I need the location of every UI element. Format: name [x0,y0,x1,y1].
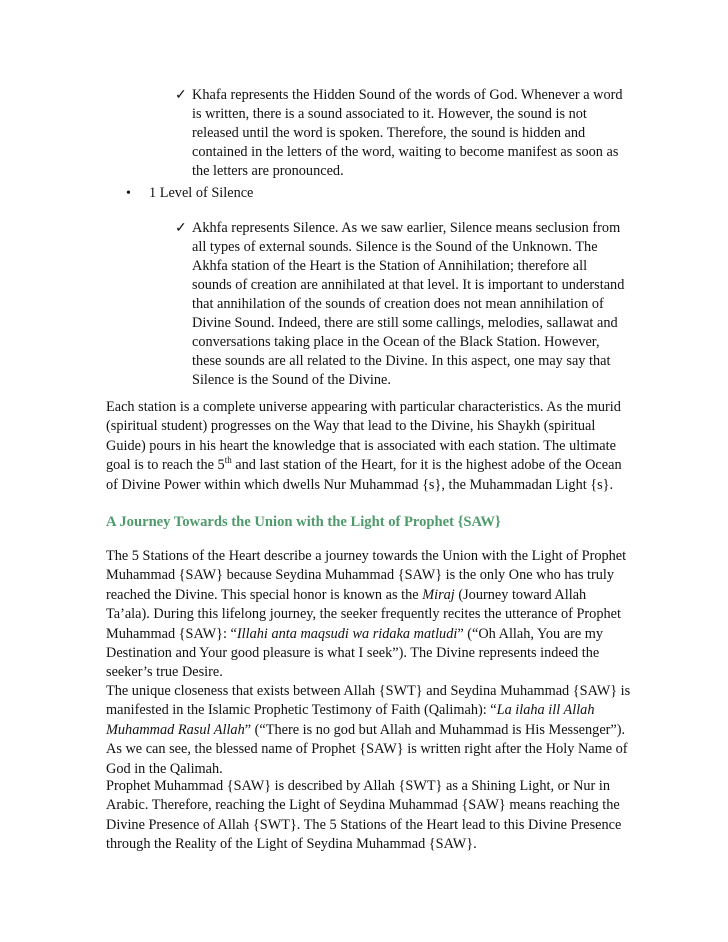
paragraph-journey: The 5 Stations of the Heart describe a journey towards the Union with the Light of Prophet Muhammad {SAW} because Seydina Muhammad {SAW} is the only One who has truly reached the Divine. This special honor is known as the Miraj (Journey toward Allah Ta’ala). During this lifelong journey, the seeker frequently recites the utterance of Prophet Muhammad {SAW}: “Illahi anta maqsudi wa ridaka matludi” (“Oh Allah, You are my Destination and Your good pleasure is what I seek”). The Divine represents indeed the seeker’s true Desire. [106,548,627,681]
level-of-silence-text: 1 Level of Silence [149,185,254,201]
paragraph-stations-universe: Each station is a complete universe appearing with particular characteristics. As the murid (spiritual student) progresses on the Way that lead to the Divine, his Shaykh (spiritual Guide) pours in his heart the knowledge that is associated with each station. The ultimate goal is to reach the 5th and last station of the Heart, for it is the highest adobe of the Ocean of Divine Power within which dwells Nur Muhammad {s}, the Muhammadan Light {s}. [106,399,622,493]
qalimah-text: La ilaha ill Allah Muhammad Rasul Allah [106,702,595,738]
checkmark-icon: ✓ [175,221,187,236]
checkmark-icon: ✓ [175,88,187,103]
checklist-item-akhfa [175,219,625,390]
khafa-text: Khafa represents the Hidden Sound of the words of God. Whenever a word is written, there is a sound associated to it. However, the sound is not released until the word is spoken. Therefore, the sound is hidden and contained in the letters of the word, waiting to become manifest as soon as the letters are pronounced. [192,87,623,179]
akhfa-text: Akhfa represents Silence. As we saw earlier, Silence means seclusion from all types of external sounds. Silence is the Sound of the Unknown. The Akhfa station of the Heart is the Station of Annihilation; therefore all sounds of creation are annihilated at that level. It is important to understand that annihilation of the sounds of creation does not mean annihilation of Divine Sound. Indeed, there are still some callings, melodies, sallawat and conversations taking place in the Ocean of the Black Station. However, these sounds are all related to the Divine. In this aspect, one may say that Silence is the Sound of the Divine. [192,220,625,388]
checklist-item-khafa [175,86,625,181]
miraj-term: Miraj [422,586,455,603]
paragraph-shining-light: Prophet Muhammad {SAW} is described by Allah {SWT} as a Shining Light, or Nur in Arabic. Therefore, reaching the Light of Seydina Muhammad {SAW} means reaching the Divine Presence of Allah {SWT}. The 5 Stations of the Heart lead to this Divine Presence through the Reality of the Light of Seydina Muhammad {SAW}. [106,778,622,853]
bullet-item-level-of-silence [126,184,526,203]
paragraph-closeness: The unique closeness that exists between Allah {SWT} and Seydina Muhammad {SAW} is manifested in the Islamic Prophetic Testimony of Faith (Qalimah): “La ilaha ill Allah Muhammad Rasul Allah” (“There is no god but Allah and Muhammad is His Messenger”). As we can see, the blessed name of Prophet {SAW} is written right after the Holy Name of God in the Qalimah. [106,683,631,777]
arabic-utterance: Illahi anta maqsudi wa ridaka matludi [236,625,458,642]
ordinal-superscript: th [224,455,232,466]
bullet-icon: • [126,186,131,201]
section-heading: A Journey Towards the Union with the Light of Prophet {SAW} [106,514,501,530]
